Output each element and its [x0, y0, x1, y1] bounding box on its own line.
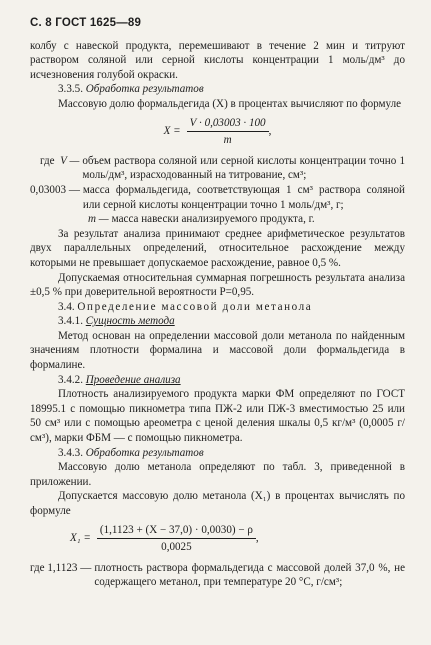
paragraph-titration-end: колбу с навеской продукта, перемешивают в течение 2 мин и титруют раствором соляной или серной кислоты концентрации 1 моль/дм³ до исчезновения голубой окраски. — [30, 39, 405, 81]
formula-methanol — [70, 523, 405, 555]
section-number: 3.4.1. — [58, 315, 83, 328]
section-3-4-3-heading — [30, 446, 405, 461]
formula-fraction — [187, 116, 269, 148]
formula-tail: , — [268, 125, 272, 138]
definition-term: 0,03003 — — [30, 183, 80, 196]
definitions-list-2 — [30, 561, 405, 590]
where-label: где 1,1123 — — [30, 561, 92, 574]
paragraph-methanol-table: Массовую долю метанола определяют по табл. 3, приведенной в приложении. — [30, 461, 405, 488]
section-3-3-5-heading — [30, 82, 405, 97]
definition-text: объем раствора соляной или серной кислоты концентрации точно 1 моль/дм³, израсходованный на титрование, см³; — [82, 154, 405, 182]
formula-denominator: 0,0025 — [161, 541, 192, 554]
formula-lhs: X₁ = — [70, 532, 91, 545]
section-title: Проведение анализа — [85, 373, 181, 386]
definition-row — [30, 183, 405, 212]
definitions-list-1 — [30, 154, 405, 227]
formula-fraction — [97, 523, 256, 555]
section-title: Обработка результатов — [85, 83, 204, 96]
formula-denominator: m — [223, 134, 232, 147]
definition-row — [30, 212, 405, 227]
definition-text: плотность раствора формальдегида с массовой долей 37,0 %, не содержащего метанол, при температуре 20 °С, г/см³; — [94, 561, 405, 589]
definition-text: масса навески анализируемого продукта, г. — [111, 213, 315, 226]
definition-row — [30, 154, 405, 183]
paragraph-formaldehyde-formula-intro: Массовую долю формальдегида (X) в процентах вычисляют по формуле — [58, 97, 402, 110]
section-number: 3.3.5. — [58, 83, 83, 96]
section-number: 3.4. — [58, 300, 75, 313]
definition-row — [30, 561, 405, 590]
formula-tail: , — [255, 532, 259, 545]
formula-formaldehyde — [30, 116, 405, 148]
section-3-4-2-heading — [30, 373, 405, 388]
section-number: 3.4.2. — [58, 373, 83, 386]
formula-lhs: X = — [163, 125, 181, 138]
section-number: 3.4.3. — [58, 446, 83, 459]
paragraph-error-margin: Допускаемая относительная суммарная погрешность результата анализа ±0,5 % при доверительной вероятности P=0,95. — [30, 271, 405, 299]
formula-numerator: V · 0,03003 · 100 — [187, 116, 269, 133]
formula-numerator: (1,1123 + (X − 37,0) · 0,0030) − ρ — [97, 523, 256, 540]
section-title: Сущность метода — [85, 315, 175, 328]
section-title: Обработка результатов — [85, 446, 204, 459]
paragraph-result-average: За результат анализа принимают среднее арифметическое результатов двух параллельных определений, относительное расхождение между которыми не превышает допускаемое расхождение, равное 0,5 %. — [30, 227, 405, 269]
section-3-4-1-heading — [30, 314, 405, 329]
paragraph-density-measurement: Плотность анализируемого продукта марки ФМ определяют по ГОСТ 18995.1 с помощью пикнометра типа ПЖ-2 или ПЖ-3 вместимостью 25 или 50 см³ или с помощью ареометра с ценой деления шкалы 0,5 кг/м³ (0,0005 г/см³), марки ФБМ — с помощью пикнометра. — [30, 388, 405, 445]
definition-term: m — — [88, 213, 109, 226]
section-3-4-heading — [30, 300, 405, 315]
paragraph-method-basis: Метод основан на определении массовой доли метанола по найденным значениям плотности формалина и массовой доли формальдегида в формалине. — [30, 329, 405, 372]
definition-text: масса формальдегида, соответствующая 1 см³ раствора соляной или серной кислоты концентрации точно 1 моль/дм³, г; — [82, 183, 405, 211]
paragraph-methanol-formula-intro: Допускается массовую долю метанола (X₁) в процентах вычислять по формуле — [30, 490, 405, 517]
where-label: где V — — [40, 154, 80, 167]
section-title: Определение массовой доли метанола — [77, 300, 313, 313]
page-header: С. 8 ГОСТ 1625—89 — [30, 17, 142, 29]
